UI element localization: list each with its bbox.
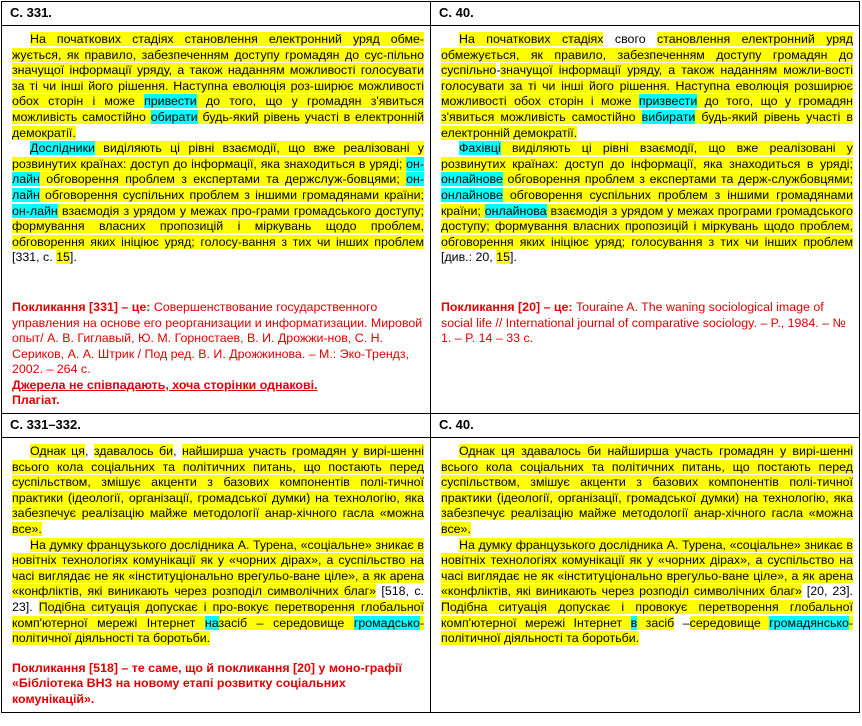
matched-text-highlight: обговорення суспільних проблем з xyxy=(502,187,728,202)
plain-text: ]. xyxy=(509,250,517,265)
matched-text-highlight: хічного гасла «можна все». xyxy=(12,506,424,537)
matched-text-highlight: бовцями; xyxy=(346,172,407,187)
plain-text: - xyxy=(496,63,501,78)
matched-text-highlight: хічного гасла «можна все». xyxy=(441,506,853,537)
matched-text-highlight: -політичної діяльності та боротьби. xyxy=(12,615,424,646)
row2-right-cell xyxy=(431,438,860,713)
row2-left-header: С. 331–332. xyxy=(2,414,431,438)
row1-right-citation xyxy=(441,300,853,347)
matched-text-highlight: символічних благ» xyxy=(693,584,802,599)
changed-word-highlight: он-лайн xyxy=(12,203,58,218)
changed-word-highlight: обирати xyxy=(150,109,198,124)
matched-text-highlight: технологію, яка забезпечує реалізацію майже методології анар- xyxy=(12,490,424,521)
row2-left-paragraph-2 xyxy=(12,538,424,647)
citation-text: Совершенствование государственного управления на основе его реорганизации и информатизации. Мировой опыт/ А. В. Гиглавый, Ю. М. Горностаев, В. И. Дрожжи-нов, С. Н. Сериков, А. А. Штрик / Под ред. В. И. Дрожжинова. – М.: Эко-Трендз, 2002. – 264 с. xyxy=(12,299,423,377)
row1-left-citation xyxy=(12,300,424,378)
matched-text-highlight: голосувати за ті чи інші його рішення. Наступна еволюція роз- xyxy=(12,63,424,93)
matched-text-highlight: На початкових стадіях становлення електронний уряд обме- xyxy=(30,32,424,46)
plain-text: [518, с. 23]. xyxy=(12,584,425,614)
matched-text-highlight: виділяють ці рівні взаємодії, що вже реалізовані у xyxy=(94,141,424,156)
row1-right-paragraph-1 xyxy=(441,32,853,141)
matched-text-highlight: Подібна ситуація допускає і провокує xyxy=(441,600,699,614)
matched-text-highlight: тичної практики (ідеології, організації, громадської думки) на xyxy=(12,475,424,505)
changed-word-highlight: он-лайн xyxy=(12,172,425,202)
matched-text-highlight: обговорення проблем з експертами та держслуж- xyxy=(39,172,347,187)
matched-text-highlight: громадян з'явиться можливість самостійно xyxy=(441,94,853,124)
matched-text-highlight: ване ціле», а як арена «конфліктів, які виникають через розподіл xyxy=(441,568,853,599)
matched-text-highlight: взаємодія з урядом у xyxy=(546,203,678,218)
matched-text-highlight: грами громадського доступу; формування власних пропозицій і xyxy=(12,203,425,234)
matched-text-highlight: розвинутих країнах: доступ до інформації, яка знаходиться в xyxy=(12,156,370,171)
matched-text-highlight: 15 xyxy=(56,250,70,265)
matched-text-highlight: розширює можливості обох сторін і може xyxy=(441,78,853,109)
matched-text-highlight: обговорення суспільних проблем з іншими xyxy=(39,187,303,202)
matched-text-highlight: найширша участь громадян у вирі- xyxy=(181,444,391,459)
changed-word-highlight: онлайнове xyxy=(441,172,503,187)
row1-right-cell xyxy=(431,26,860,414)
matched-text-highlight: значущої інформації уряду, а також наданням можли- xyxy=(500,63,826,78)
matched-text-highlight: обмежується, як правило, забезпеченням доступу громадян до xyxy=(441,47,853,62)
matched-text-highlight: здавалось би xyxy=(93,444,174,459)
plain-text: , xyxy=(173,444,182,459)
changed-word-highlight: Фахівці xyxy=(459,141,501,156)
changed-word-highlight: онлайнова xyxy=(484,203,547,218)
matched-text-highlight: шенні всього кола соціальних та політичних питань, що постають xyxy=(12,444,424,474)
matched-text-highlight: взаємодія з урядом у межах про- xyxy=(57,203,256,218)
row1-right-header: С. 40. xyxy=(431,2,860,26)
matched-text-highlight: вокує перетворення глобальної комп'ютерної мережі Інтернет xyxy=(12,600,424,630)
changed-word-highlight: громадянсько xyxy=(769,615,849,630)
matched-text-highlight: засіб – середовище xyxy=(218,615,354,630)
matched-text-highlight: На думку французького дослідника А. Турена, «соціальне» xyxy=(459,537,805,552)
changed-word-highlight: призвести xyxy=(638,94,698,109)
matched-text-highlight: іншими громадянами країни; xyxy=(441,187,853,218)
matched-text-highlight: рівень участі в електронній демократії. xyxy=(12,109,424,140)
matched-text-highlight: ширює можливості обох сторін і може xyxy=(12,78,424,109)
row1-left-header: С. 331. xyxy=(2,2,431,26)
citation-label: Покликання [20] – це: xyxy=(441,299,573,314)
matched-text-highlight: зникає в новітніх технологіях комунікації як у «чорних дірах», а xyxy=(12,537,424,568)
row2-right-paragraph-2 xyxy=(441,538,853,647)
row2-left-citation: Покликання [518] – те саме, що й покликання [20] у моно-графії «Бібліотека ВНЗ на новому етапі розвитку соціальних комунікацій». xyxy=(12,660,402,706)
matched-text-highlight: перед суспільством, змішує акценти з базових компонентів полі- xyxy=(12,459,424,490)
matched-text-highlight: шенні всього кола соціальних та політичних питань, що постають xyxy=(441,444,853,474)
matched-text-highlight: Подібна ситуація допускає і про- xyxy=(38,600,238,614)
plagiarism-verdict: Плагіат. xyxy=(12,393,60,408)
citation-text: Touraine A. The waning sociological image of social life // International journal of comparative sociology. – P., 1984. – № 1. – P. 14 – 33 с. xyxy=(441,299,846,346)
row1-left-paragraph-2 xyxy=(12,141,424,266)
matched-text-highlight: уряді; xyxy=(820,156,853,171)
matched-text-highlight: службовцями; xyxy=(771,172,853,187)
comparison-table xyxy=(1,1,860,713)
plain-text: – xyxy=(674,615,690,630)
matched-text-highlight: На думку французького дослідника А. Турена, «соціальне» xyxy=(30,537,376,552)
matched-text-highlight: уряд; голосування з тих чи інших проблем xyxy=(594,234,854,249)
changed-word-highlight: онлайнове xyxy=(441,187,503,202)
matched-text-highlight: громадян з'явиться можливість самостійно xyxy=(12,94,424,124)
matched-text-highlight: пільно значущої інформації уряду, а також наданням можливості xyxy=(12,47,424,78)
matched-text-highlight: вання з тих чи інших проблем xyxy=(242,234,424,249)
changed-word-highlight: на xyxy=(204,615,219,630)
plain-text: [331, с. xyxy=(12,250,57,265)
changed-word-highlight: в xyxy=(630,615,638,630)
matched-text-highlight: На початкових стадіях xyxy=(459,32,604,46)
matched-text-highlight: суспільство на часі виглядає не як «інституціонально врегульо- xyxy=(441,553,853,583)
matched-text-highlight: до того, що у xyxy=(697,94,799,109)
changed-word-highlight: вибирати xyxy=(641,109,696,124)
matched-text-highlight: до того, що у xyxy=(196,94,307,109)
matched-text-highlight: зникає в новітніх технологіях комунікації як у «чорних дірах», а xyxy=(441,537,853,568)
matched-text-highlight: уряді; xyxy=(369,156,407,171)
plain-text: ]. xyxy=(69,250,77,265)
plain-text: [див.: 20, xyxy=(441,250,497,265)
matched-text-highlight: будь-який xyxy=(197,109,264,124)
matched-text-highlight: перетворення глобальної комп'ютерної мережі Інтернет xyxy=(441,600,853,630)
row1-right-paragraph-2 xyxy=(441,141,853,266)
matched-text-highlight: символічних благ» xyxy=(267,584,376,599)
matched-text-highlight: рівень участі в електронній демократії. xyxy=(441,109,853,140)
matched-text-highlight: розвинутих країнах: доступ до інформації, яка знаходиться в xyxy=(441,156,821,171)
matched-text-highlight: 15 xyxy=(496,250,510,265)
row2-right-header: С. 40. xyxy=(431,414,860,438)
matched-text-highlight: перед суспільством, змішує акценти з базових компонентів полі- xyxy=(441,459,853,490)
matched-text-highlight: Однак ця xyxy=(30,444,85,459)
row2-right-paragraph-1 xyxy=(441,444,853,538)
row1-left-paragraph-1 xyxy=(12,32,424,141)
matched-text-highlight: суспільно xyxy=(441,63,497,78)
changed-word-highlight: привести xyxy=(144,94,197,109)
matched-text-highlight: становлення електронний уряд xyxy=(657,32,853,46)
matched-text-highlight: засіб xyxy=(637,615,675,630)
matched-text-highlight: суспільство на часі виглядає не як «інституціонально врегульо- xyxy=(12,553,424,583)
matched-text-highlight: вості голосувати за ті чи інші його рішення. Наступна еволюція xyxy=(441,63,853,93)
row2-left-paragraph-1 xyxy=(12,444,424,538)
plain-text: [20, 23]. xyxy=(801,584,853,599)
matched-text-highlight: технологію, яка забезпечує реалізацію майже методології анар- xyxy=(441,490,853,521)
matched-text-highlight: виділяють ці рівні взаємодії, що вже реалізовані у xyxy=(500,141,853,156)
matched-text-highlight: середовище xyxy=(689,615,770,630)
matched-text-highlight: міркувань щодо проблем, обговорення яких ініціює уряд; голосу- xyxy=(12,219,424,249)
changed-word-highlight: он-лайн xyxy=(12,156,424,187)
row2-left-cell xyxy=(2,438,431,713)
row1-left-cell xyxy=(2,26,431,414)
matched-text-highlight: жується, як правило, забезпеченням доступу громадян до сус- xyxy=(12,47,388,62)
changed-word-highlight: Дослідники xyxy=(30,141,95,156)
changed-word-highlight: громадсько xyxy=(353,615,420,630)
matched-text-highlight: тичної практики (ідеології, організації, громадської думки) на xyxy=(441,475,853,505)
matched-text-highlight: пропозицій і міркувань щодо проблем, обговорення яких ініціює xyxy=(441,219,854,249)
matched-text-highlight: ване ціле», а як арена «конфліктів, які виникають через розподіл xyxy=(12,568,424,599)
matched-text-highlight: межах програми громадського доступу; формування власних xyxy=(441,203,853,234)
matched-text-highlight: Однак ця здавалось би найширша участь громадян у вирі- xyxy=(459,444,820,459)
matched-text-highlight: -політичної діяльності та боротьби. xyxy=(441,615,853,646)
citation-label: Покликання [331] – це: xyxy=(12,299,151,314)
matched-text-highlight: обговорення проблем з експертами та держ- xyxy=(502,172,772,187)
mismatch-note: Джерела не співпадають, хоча сторінки однакові. xyxy=(12,377,318,392)
matched-text-highlight: громадянами країни; xyxy=(302,187,424,202)
plain-text: , xyxy=(84,444,94,459)
plain-text: свого xyxy=(603,32,658,46)
matched-text-highlight: будь-який xyxy=(695,109,764,124)
